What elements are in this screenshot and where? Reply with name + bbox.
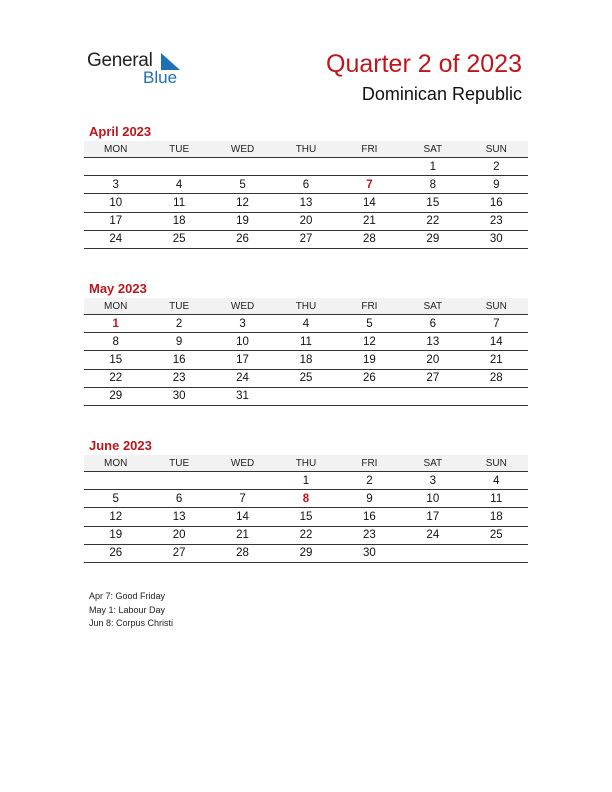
- day-cell: 25: [147, 230, 210, 248]
- empty-day-cell: [274, 158, 337, 176]
- weekday-header-row: [84, 298, 528, 315]
- day-cell: 6: [147, 490, 210, 508]
- day-cell: 1: [401, 158, 464, 176]
- empty-day-cell: [401, 387, 464, 405]
- day-cell: 8: [84, 333, 147, 351]
- day-cell: 19: [338, 351, 401, 369]
- day-cell: 20: [401, 351, 464, 369]
- quarter-title: Quarter 2 of 2023: [326, 50, 522, 78]
- day-cell: 20: [147, 526, 210, 544]
- day-cell: 15: [401, 194, 464, 212]
- day-cell: 31: [211, 387, 274, 405]
- month-name: June 2023: [89, 438, 152, 453]
- day-cell: 11: [274, 333, 337, 351]
- day-cell: 13: [274, 194, 337, 212]
- day-cell: 7: [465, 315, 528, 333]
- weekday-header: SAT: [401, 455, 464, 472]
- day-cell: 14: [211, 508, 274, 526]
- day-cell: 4: [465, 472, 528, 490]
- week-row: [84, 315, 528, 333]
- holiday-day-cell: 7: [338, 176, 401, 194]
- logo-blue-text: Blue: [143, 68, 178, 87]
- holiday-day-cell: 1: [84, 315, 147, 333]
- day-cell: 9: [465, 176, 528, 194]
- weekday-header: WED: [211, 455, 274, 472]
- weekday-header: WED: [211, 141, 274, 158]
- day-cell: 28: [211, 544, 274, 562]
- day-cell: 10: [211, 333, 274, 351]
- day-cell: 23: [147, 369, 210, 387]
- day-cell: 13: [401, 333, 464, 351]
- logo: [87, 50, 197, 90]
- week-row: [84, 508, 528, 526]
- empty-day-cell: [338, 158, 401, 176]
- day-cell: 29: [274, 544, 337, 562]
- country-name: Dominican Republic: [361, 84, 522, 104]
- day-cell: 24: [211, 369, 274, 387]
- weekday-header-row: [84, 141, 528, 158]
- week-row: [84, 490, 528, 508]
- day-cell: 23: [465, 212, 528, 230]
- weekday-header: TUE: [147, 455, 210, 472]
- weekday-header-row: [84, 455, 528, 472]
- day-cell: 17: [211, 351, 274, 369]
- day-cell: 17: [84, 212, 147, 230]
- weekday-header: SUN: [465, 141, 528, 158]
- day-cell: 18: [147, 212, 210, 230]
- week-row: [84, 526, 528, 544]
- day-cell: 9: [147, 333, 210, 351]
- weekday-header: FRI: [338, 141, 401, 158]
- day-cell: 10: [84, 194, 147, 212]
- day-cell: 2: [147, 315, 210, 333]
- day-cell: 30: [338, 544, 401, 562]
- day-cell: 25: [465, 526, 528, 544]
- weekday-header: THU: [274, 141, 337, 158]
- day-cell: 17: [401, 508, 464, 526]
- week-row: [84, 472, 528, 490]
- day-cell: 28: [465, 369, 528, 387]
- empty-day-cell: [84, 158, 147, 176]
- weekday-header: MON: [84, 455, 147, 472]
- weekday-header: MON: [84, 141, 147, 158]
- day-cell: 16: [465, 194, 528, 212]
- holiday-note: Jun 8: Corpus Christi: [89, 618, 174, 628]
- day-cell: 18: [274, 351, 337, 369]
- empty-day-cell: [147, 472, 210, 490]
- empty-day-cell: [147, 158, 210, 176]
- calendar-table-may: [84, 298, 528, 406]
- week-row: [84, 194, 528, 212]
- day-cell: 29: [401, 230, 464, 248]
- day-cell: 14: [338, 194, 401, 212]
- empty-day-cell: [465, 387, 528, 405]
- day-cell: 15: [84, 351, 147, 369]
- day-cell: 30: [465, 230, 528, 248]
- day-cell: 27: [401, 369, 464, 387]
- day-cell: 3: [211, 315, 274, 333]
- day-cell: 26: [84, 544, 147, 562]
- day-cell: 2: [465, 158, 528, 176]
- day-cell: 3: [401, 472, 464, 490]
- weekday-header: TUE: [147, 141, 210, 158]
- day-cell: 21: [338, 212, 401, 230]
- day-cell: 12: [211, 194, 274, 212]
- day-cell: 16: [338, 508, 401, 526]
- day-cell: 14: [465, 333, 528, 351]
- day-cell: 11: [465, 490, 528, 508]
- calendar-table-april: [84, 141, 528, 249]
- day-cell: 24: [84, 230, 147, 248]
- weekday-header: THU: [274, 455, 337, 472]
- day-cell: 8: [401, 176, 464, 194]
- week-row: [84, 387, 528, 405]
- day-cell: 22: [401, 212, 464, 230]
- day-cell: 28: [338, 230, 401, 248]
- day-cell: 21: [211, 526, 274, 544]
- day-cell: 4: [274, 315, 337, 333]
- day-cell: 12: [338, 333, 401, 351]
- month-name: April 2023: [89, 124, 152, 139]
- day-cell: 4: [147, 176, 210, 194]
- day-cell: 19: [211, 212, 274, 230]
- empty-day-cell: [401, 544, 464, 562]
- day-cell: 20: [274, 212, 337, 230]
- empty-day-cell: [211, 158, 274, 176]
- month-block-june: [84, 437, 528, 563]
- weekday-header: WED: [211, 298, 274, 315]
- day-cell: 24: [401, 526, 464, 544]
- weekday-header: SAT: [401, 141, 464, 158]
- weekday-header: TUE: [147, 298, 210, 315]
- weekday-header: FRI: [338, 298, 401, 315]
- day-cell: 5: [84, 490, 147, 508]
- week-row: [84, 351, 528, 369]
- day-cell: 1: [274, 472, 337, 490]
- day-cell: 29: [84, 387, 147, 405]
- day-cell: 6: [401, 315, 464, 333]
- day-cell: 10: [401, 490, 464, 508]
- weekday-header: FRI: [338, 455, 401, 472]
- day-cell: 26: [338, 369, 401, 387]
- day-cell: 27: [147, 544, 210, 562]
- empty-day-cell: [274, 387, 337, 405]
- day-cell: 12: [84, 508, 147, 526]
- week-row: [84, 158, 528, 176]
- week-row: [84, 544, 528, 562]
- empty-day-cell: [338, 387, 401, 405]
- day-cell: 7: [211, 490, 274, 508]
- week-row: [84, 369, 528, 387]
- day-cell: 26: [211, 230, 274, 248]
- day-cell: 21: [465, 351, 528, 369]
- day-cell: 19: [84, 526, 147, 544]
- day-cell: 2: [338, 472, 401, 490]
- week-row: [84, 230, 528, 248]
- day-cell: 16: [147, 351, 210, 369]
- day-cell: 11: [147, 194, 210, 212]
- week-row: [84, 212, 528, 230]
- holiday-note: Apr 7: Good Friday: [89, 591, 166, 601]
- day-cell: 23: [338, 526, 401, 544]
- weekday-header: SAT: [401, 298, 464, 315]
- day-cell: 30: [147, 387, 210, 405]
- holiday-notes: [89, 590, 173, 631]
- day-cell: 18: [465, 508, 528, 526]
- month-block-april: [84, 123, 528, 249]
- week-row: [84, 176, 528, 194]
- day-cell: 15: [274, 508, 337, 526]
- day-cell: 22: [84, 369, 147, 387]
- month-name: May 2023: [89, 281, 147, 296]
- day-cell: 5: [338, 315, 401, 333]
- empty-day-cell: [465, 544, 528, 562]
- weekday-header: THU: [274, 298, 337, 315]
- day-cell: 3: [84, 176, 147, 194]
- day-cell: 5: [211, 176, 274, 194]
- holiday-note: May 1: Labour Day: [89, 604, 166, 615]
- weekday-header: SUN: [465, 455, 528, 472]
- weekday-header: MON: [84, 298, 147, 315]
- day-cell: 13: [147, 508, 210, 526]
- logo-general-text: General: [87, 50, 153, 71]
- calendar-table-june: [84, 455, 528, 563]
- day-cell: 22: [274, 526, 337, 544]
- week-row: [84, 333, 528, 351]
- day-cell: 25: [274, 369, 337, 387]
- weekday-header: SUN: [465, 298, 528, 315]
- day-cell: 6: [274, 176, 337, 194]
- day-cell: 9: [338, 490, 401, 508]
- holiday-day-cell: 8: [274, 490, 337, 508]
- empty-day-cell: [211, 472, 274, 490]
- month-block-may: [84, 280, 528, 406]
- day-cell: 27: [274, 230, 337, 248]
- empty-day-cell: [84, 472, 147, 490]
